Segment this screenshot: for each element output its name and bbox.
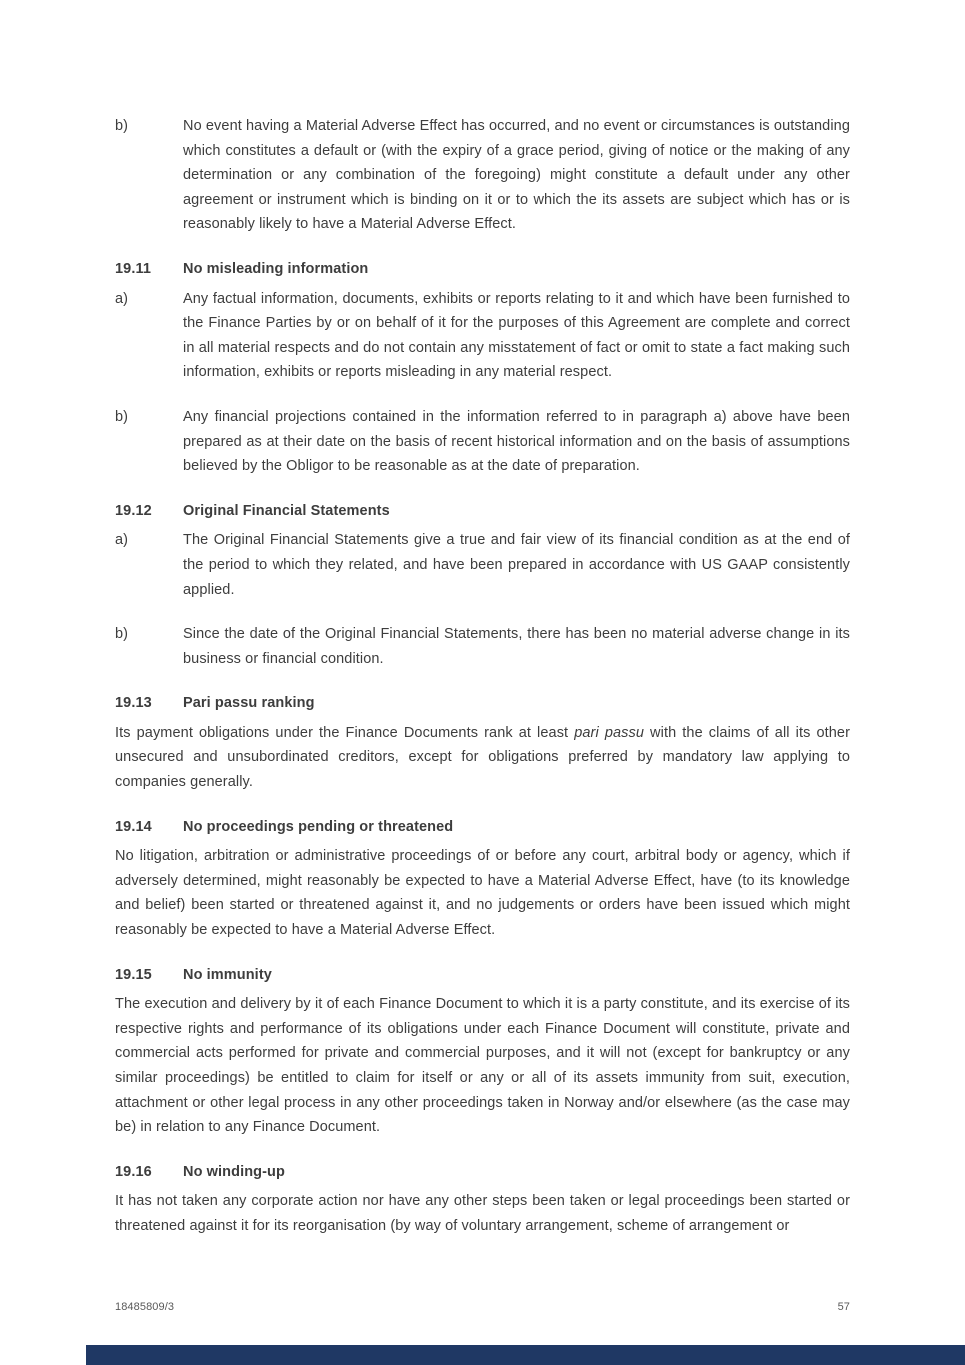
section-number: 19.13 xyxy=(115,695,152,712)
footer-page-number: 57 xyxy=(837,1301,850,1313)
paragraph-19-11-a xyxy=(115,287,850,385)
paragraph-19-14-body: No litigation, arbitration or administrative proceedings of or before any court, arbitral body or agency, which if adversely determined, might reasonably be expected to have a Material Adverse Effect, have (to its knowledge and belief) been started or threatened against it, and no judgements or orders have been issued which might reasonably be expected to have a Material Adverse Effect. xyxy=(115,848,850,939)
section-number: 19.11 xyxy=(115,260,151,277)
section-heading-19-12 xyxy=(115,499,850,524)
section-heading-19-16 xyxy=(115,1160,850,1185)
paragraph-letter: b) xyxy=(115,118,129,134)
paragraph-text-pre: Its payment obligations under the Finance Documents rank at least xyxy=(115,724,575,741)
paragraph-text: Any financial projections contained in the information referred to in paragraph a) above have been prepared as at their date on the basis of recent historical information and on the basis of assumptions believed by the Obligor to be reasonable as at the date of preparation. xyxy=(183,408,850,475)
section-heading-19-15 xyxy=(115,963,850,988)
paragraph-19-12-a xyxy=(115,528,850,602)
paragraph-letter: a) xyxy=(115,532,129,549)
bottom-accent-bar xyxy=(86,1345,965,1365)
paragraph-letter: b) xyxy=(115,408,129,425)
paragraph-intro-b xyxy=(115,114,850,237)
section-title: No immunity xyxy=(183,966,272,983)
paragraph-text: The Original Financial Statements give a true and fair view of its financial condition as at the end of the period to which they related, and have been prepared in accordance with US GAAP consistently applied. xyxy=(183,532,850,598)
paragraph-19-13-body xyxy=(115,721,850,795)
section-title: Original Financial Statements xyxy=(183,502,390,519)
section-number: 19.15 xyxy=(115,966,152,983)
paragraph-19-11-b xyxy=(115,405,850,479)
paragraph-text: No event having a Material Adverse Effect has occurred, and no event or circumstances is outstanding which constitutes a default or (with the expiry of a grace period, giving of notice or the making of any determination or any combination of the foregoing) might constitute a default under any other agreement or instrument which is binding on it or to which the its assets are subject which has or is reasonably likely to have a Material Adverse Effect. xyxy=(183,118,850,233)
section-title: No misleading information xyxy=(183,260,369,277)
section-number: 19.12 xyxy=(115,502,152,519)
footer-document-reference: 18485809/3 xyxy=(115,1301,175,1313)
section-number: 19.14 xyxy=(115,818,152,835)
paragraph-text: Any factual information, documents, exhibits or reports relating to it and which have been furnished to the Finance Parties by or on behalf of it for the purposes of this Agreement are complete and correct in all material respects and do not contain any misstatement of fact or omit to state a fact making such information, exhibits or reports misleading in any material respect. xyxy=(183,290,850,381)
paragraph-19-16-body: It has not taken any corporate action nor have any other steps been taken or legal proceedings been started or threatened against it for its reorganisation (by way of voluntary arrangement, scheme of arrangement or xyxy=(115,1193,850,1234)
paragraph-letter: b) xyxy=(115,626,129,643)
section-number: 19.16 xyxy=(115,1163,152,1180)
paragraph-19-12-b xyxy=(115,622,850,671)
section-title: No proceedings pending or threatened xyxy=(183,818,454,835)
paragraph-text-italic: pari passu xyxy=(574,724,645,741)
paragraph-19-15-body: The execution and delivery by it of each Finance Document to which it is a party constitute, and its exercise of its respective rights and performance of its obligations under each Finance Document will constitute, private and commercial acts performed for private and commercial purposes, and it will not (except for bankruptcy or any similar proceedings) be entitled to claim for itself or any or all of its assets immunity from suit, execution, attachment or other legal process in any other proceedings taken in Norway and/or elsewhere (as the case may be) in relation to any Finance Document. xyxy=(115,996,850,1136)
section-title: No winding-up xyxy=(183,1163,285,1180)
section-title: Pari passu ranking xyxy=(183,695,315,712)
document-content xyxy=(115,114,850,1259)
paragraph-text-post: with the claims of all its other unsecured and unsubordinated creditors, except for obligations preferred by mandatory law applying to companies generally. xyxy=(115,724,850,791)
section-heading-19-11 xyxy=(115,257,850,282)
paragraph-text: Since the date of the Original Financial Statements, there has been no material adverse change in its business or financial condition. xyxy=(183,626,850,667)
section-heading-19-14 xyxy=(115,815,850,840)
paragraph-letter: a) xyxy=(115,290,129,307)
section-heading-19-13 xyxy=(115,691,850,716)
page-footer xyxy=(115,1299,850,1315)
